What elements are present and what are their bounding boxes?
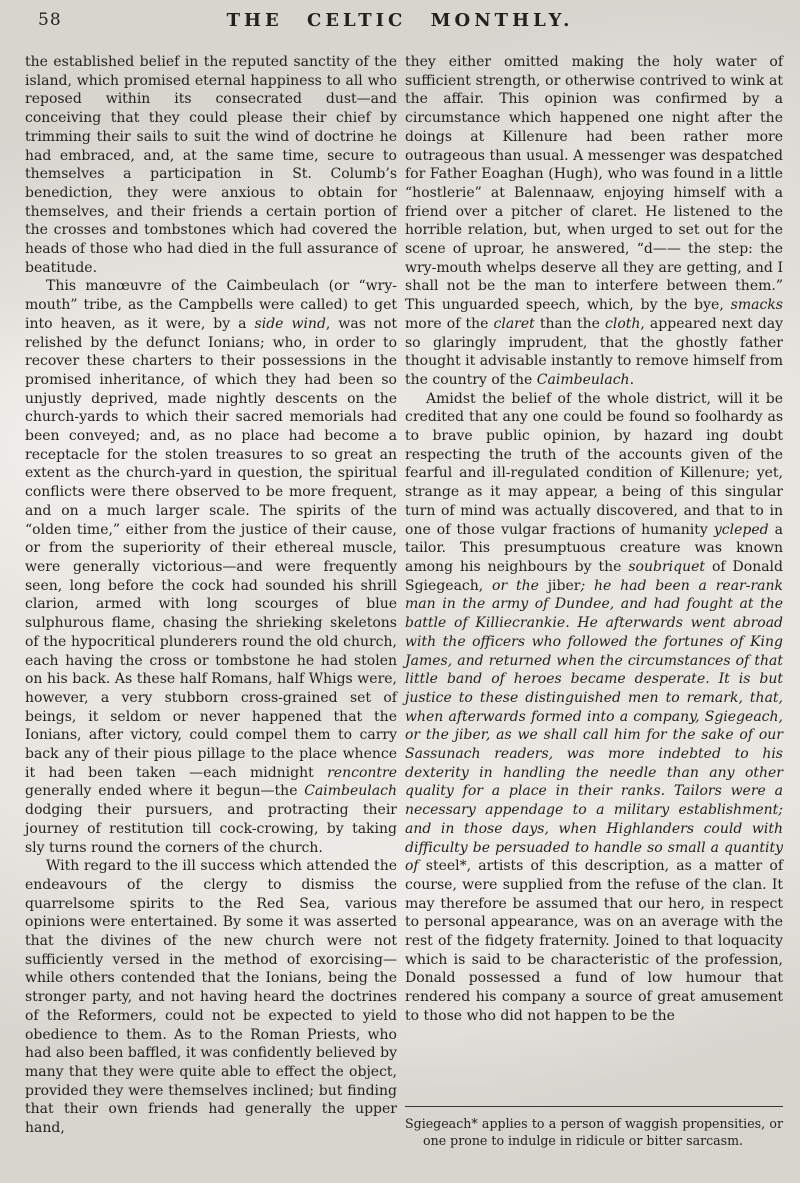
paragraph: With regard to the ill success which attended the endeavours of the clergy to dismiss the quarrelsome spirits to the Red Sea, various opinions were entertained. By some it was asserted that the divines of the new church were not sufficiently versed in the method of exorcising—while others contended that the Ionians, being the stronger party, and not having heard the doctrines of the Reformers, could not be expected to yield obedience to them. As to the Roman Priests, who had also been baffled, it was confidently believed by many that they were quite able to effect the object, provided they were themselves inclined; but finding that their own friends had generally the upper hand, (25, 858, 397, 1137)
page-title: THE CELTIC MONTHLY. (226, 10, 574, 31)
left-column (25, 53, 397, 1138)
right-column (405, 53, 783, 1026)
footnote-text: Sgiegeach* applies to a person of waggish propensities, or one prone to indulge in ridicule or bitter sarcasm. (405, 1116, 783, 1148)
paragraph: they either omitted making the holy water of sufficient strength, or otherwise contrived to wink at the affair. This opinion was confirmed by a circumstance which happened one night after the doings at Killenure had been rather more outrageous than usual. A messenger was despatched for Father Eoaghan (Hugh), who was found in a little “hostlerie” at Balennaaw, enjoying himself with a friend over a pitcher of claret. He listened to the horrible relation, but, when urged to set out for the scene of uproar, he answered, “d—— the step: the wry-mouth whelps deserve all they are getting, and I shall not be the man to interfere between them.” This unguarded speech, which, by the bye, smacks more of the claret than the cloth, appeared next day so glaringly imprudent, that the ghostly father thought it advisable instantly to remove himself from the country of the Caimbeulach. (405, 54, 783, 388)
paragraph: This manœuvre of the Caimbeulach (or “wry-mouth” tribe, as the Campbells were called) to get into heaven, as it were, by a side wind, was not relished by the defunct Ionians; who, in order to recover these charters to their possessions in the promised inheritance, of which they had been so unjustly deprived, made nightly descents on the church-yards to which their sacred memorials had been conveyed; and, as no place had become a receptacle for the stolen treasures to so great an extent as the church-yard in question, the spiritual conflicts were there observed to be more frequent, and on a much larger scale. The spirits of the “olden time,” either from the justice of their cause, or from the superiority of their ethereal muscle, were generally victorious—and were frequently seen, long before the cock had sounded his shrill clarion, armed with long scourges of blue sulphurous flame, chasing the shrieking skeletons of the hypocritical plunderers round the old church, each having the cross or tombstone he had stolen on his back. As these half Romans, half Whigs were, however, a very stubborn cross-grained set of beings, it seldom or never happened that the Ionians, after victory, could compel them to carry back any of their pious pillage to the place whence it had been taken —each midnight rencontre generally ended where it begun—the Caimbeulach dodging their pursuers, and protracting their journey of restitution till cock-crowing, by taking sly turns round the corners of the church. (25, 278, 397, 856)
footnote (405, 1106, 783, 1149)
paragraph: Amidst the belief of the whole district, will it be credited that any one could be found so foolhardy as to brave public opinion, by hazard ing doubt respecting the truth of the accounts given of the fearful and ill-regulated condition of Killenure; yet, strange as it may appear, a being of this singular turn of mind was actually discovered, and that to in one of those vulgar fractions of humanity ycleped a tailor. This presumptuous creature was known among his neighbours by the soubriquet of Donald Sgiegeach, or the jiber; he had been a rear-rank man in the army of Dundee, and had fought at the battle of Killiecrankie. He afterwards went abroad with the officers who followed the fortunes of King James, and returned when the circumstances of that little band of heroes became desperate. It is but justice to these distinguished men to remark, that, when afterwards formed into a company, Sgiegeach, or the jiber, as we shall call him for the sake of our Sassunach readers, was more indebted to his dexterity in handling the needle than any other quality for a place in their ranks. Tailors were a necessary appendage to a military establishment; and in those days, when Highlanders could with difficulty be persuaded to handle so small a quantity of steel*, artists of this description, as a matter of course, were supplied from the refuse of the clan. It may therefore be assumed that our hero, in respect to personal appearance, was on an average with the rest of the fidgety fraternity. Joined to that loquacity which is said to be characteristic of the profession, Donald possessed a fund of low humour that rendered his company a source of great amusement to those who did not happen to be the (405, 390, 784, 1024)
page-number: 58 (38, 10, 62, 30)
paragraph: the established belief in the reputed sanctity of the island, which promised eternal happiness to all who reposed within its consecrated dust—and conceiving that they could please their chief by trimming their sails to suit the wind of doctrine he had embraced, and, at the same time, secure to themselves a participation in St. Columb’s benediction, they were anxious to obtain for themselves, and their friends a certain portion of the crosses and tombstones which had covered the heads of those who had died in the full assurance of beatitude. (25, 54, 397, 276)
